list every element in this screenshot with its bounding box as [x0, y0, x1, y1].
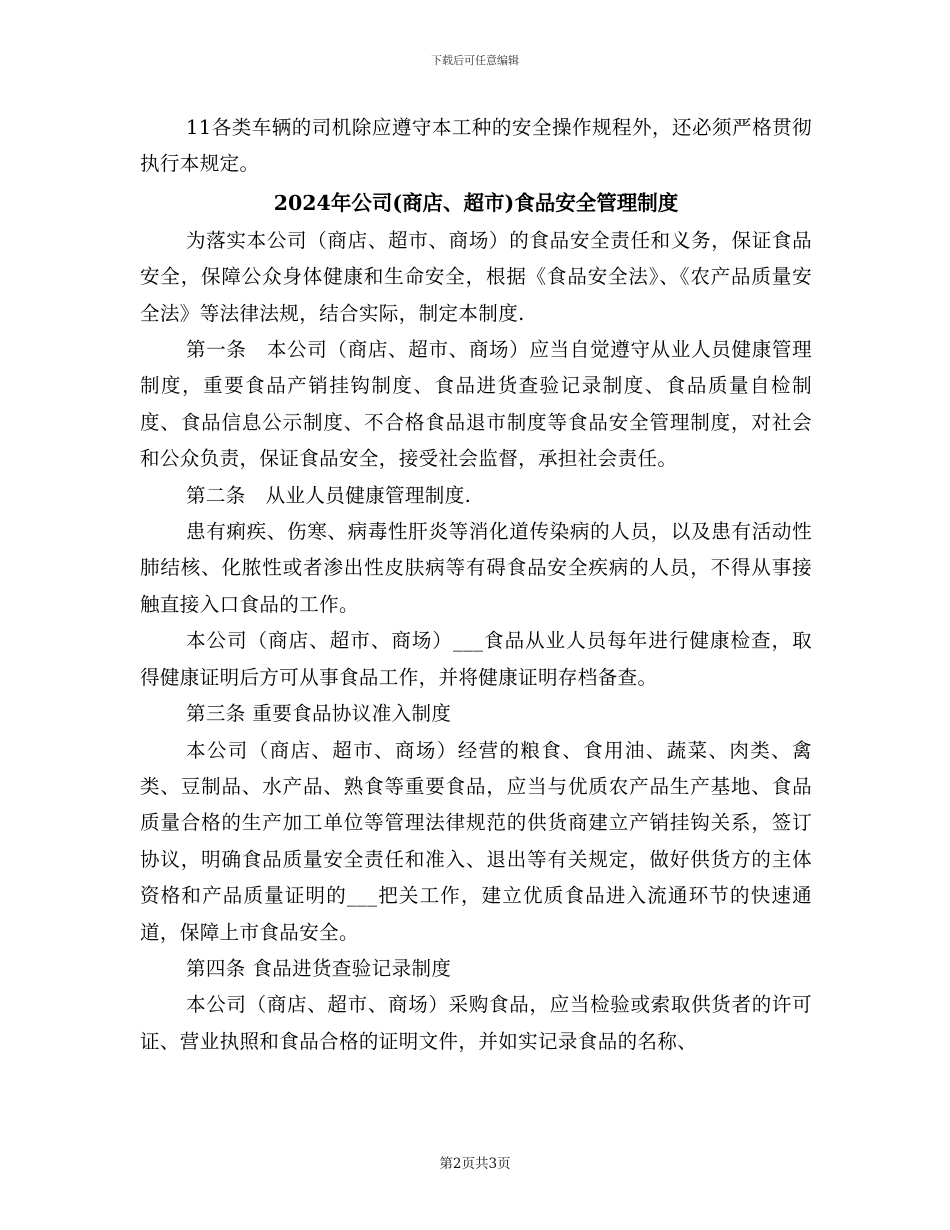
paragraph-article-4-heading: 第四条 食品进货查验记录制度 [186, 956, 452, 980]
intro-paragraph: 11各类车辆的司机除应遵守本工种的安全操作规程外，还必须严格贯彻执行本规定。 [140, 116, 812, 176]
paragraph-article-1: 第一条 本公司（商店、超市、商场）应当自觉遵守从业人员健康管理制度，重要食品产销挂钩制度、食品进货查验记录制度、食品质量自检制度、食品信息公示制度、不合格食品退市制度等食品安全管理制度，对社会和公众负责，保证食品安全，接受社会监督，承担社会责任。 [140, 338, 812, 471]
paragraph-article-3-heading: 第三条 重要食品协议准入制度 [186, 702, 452, 726]
paragraph-article-2-heading: 第二条 从业人员健康管理制度. [186, 483, 472, 507]
paragraph-health-check: 本公司（商店、超市、商场）___食品从业人员每年进行健康检查，取得健康证明后方可从事食品工作，并将健康证明存档备查。 [140, 629, 812, 689]
page-indicator: 第2页共3页 [439, 1156, 511, 1172]
document-body [140, 110, 812, 1060]
page-header: 下载后可任意编辑 [431, 54, 519, 67]
paragraph-preamble: 为落实本公司（商店、超市、商场）的食品安全责任和义务，保证食品安全，保障公众身体健康和生命安全，根据《食品安全法》、《农产品质量安全法》等法律法规，结合实际，制定本制度. [140, 228, 812, 325]
paragraph-health-restriction: 患有痢疾、伤寒、病毒性肝炎等消化道传染病的人员，以及患有活动性肺结核、化脓性或者渗出性皮肤病等有碍食品安全疾病的人员，不得从事接触直接入口食品的工作。 [140, 520, 812, 616]
paragraph-supplier-agreement: 本公司（商店、超市、商场）经营的粮食、食用油、蔬菜、肉类、禽类、豆制品、水产品、熟食等重要食品，应当与优质农产品生产基地、食品质量合格的生产加工单位等管理法律规范的供货商建立产销挂钩关系，签订协议，明确食品质量安全责任和准入、退出等有关规定，做好供货方的主体资格和产品质量证明的___把关工作，建立优质食品进入流通环节的快速通道，保障上市食品安全。 [140, 738, 812, 944]
document-title: 2024年公司(商店、超市)食品安全管理制度 [273, 190, 679, 215]
paragraph-purchase-inspection: 本公司（商店、超市、商场）采购食品，应当检验或索取供货者的许可证、营业执照和食品合格的证明文件，并如实记录食品的名称、 [140, 993, 812, 1053]
